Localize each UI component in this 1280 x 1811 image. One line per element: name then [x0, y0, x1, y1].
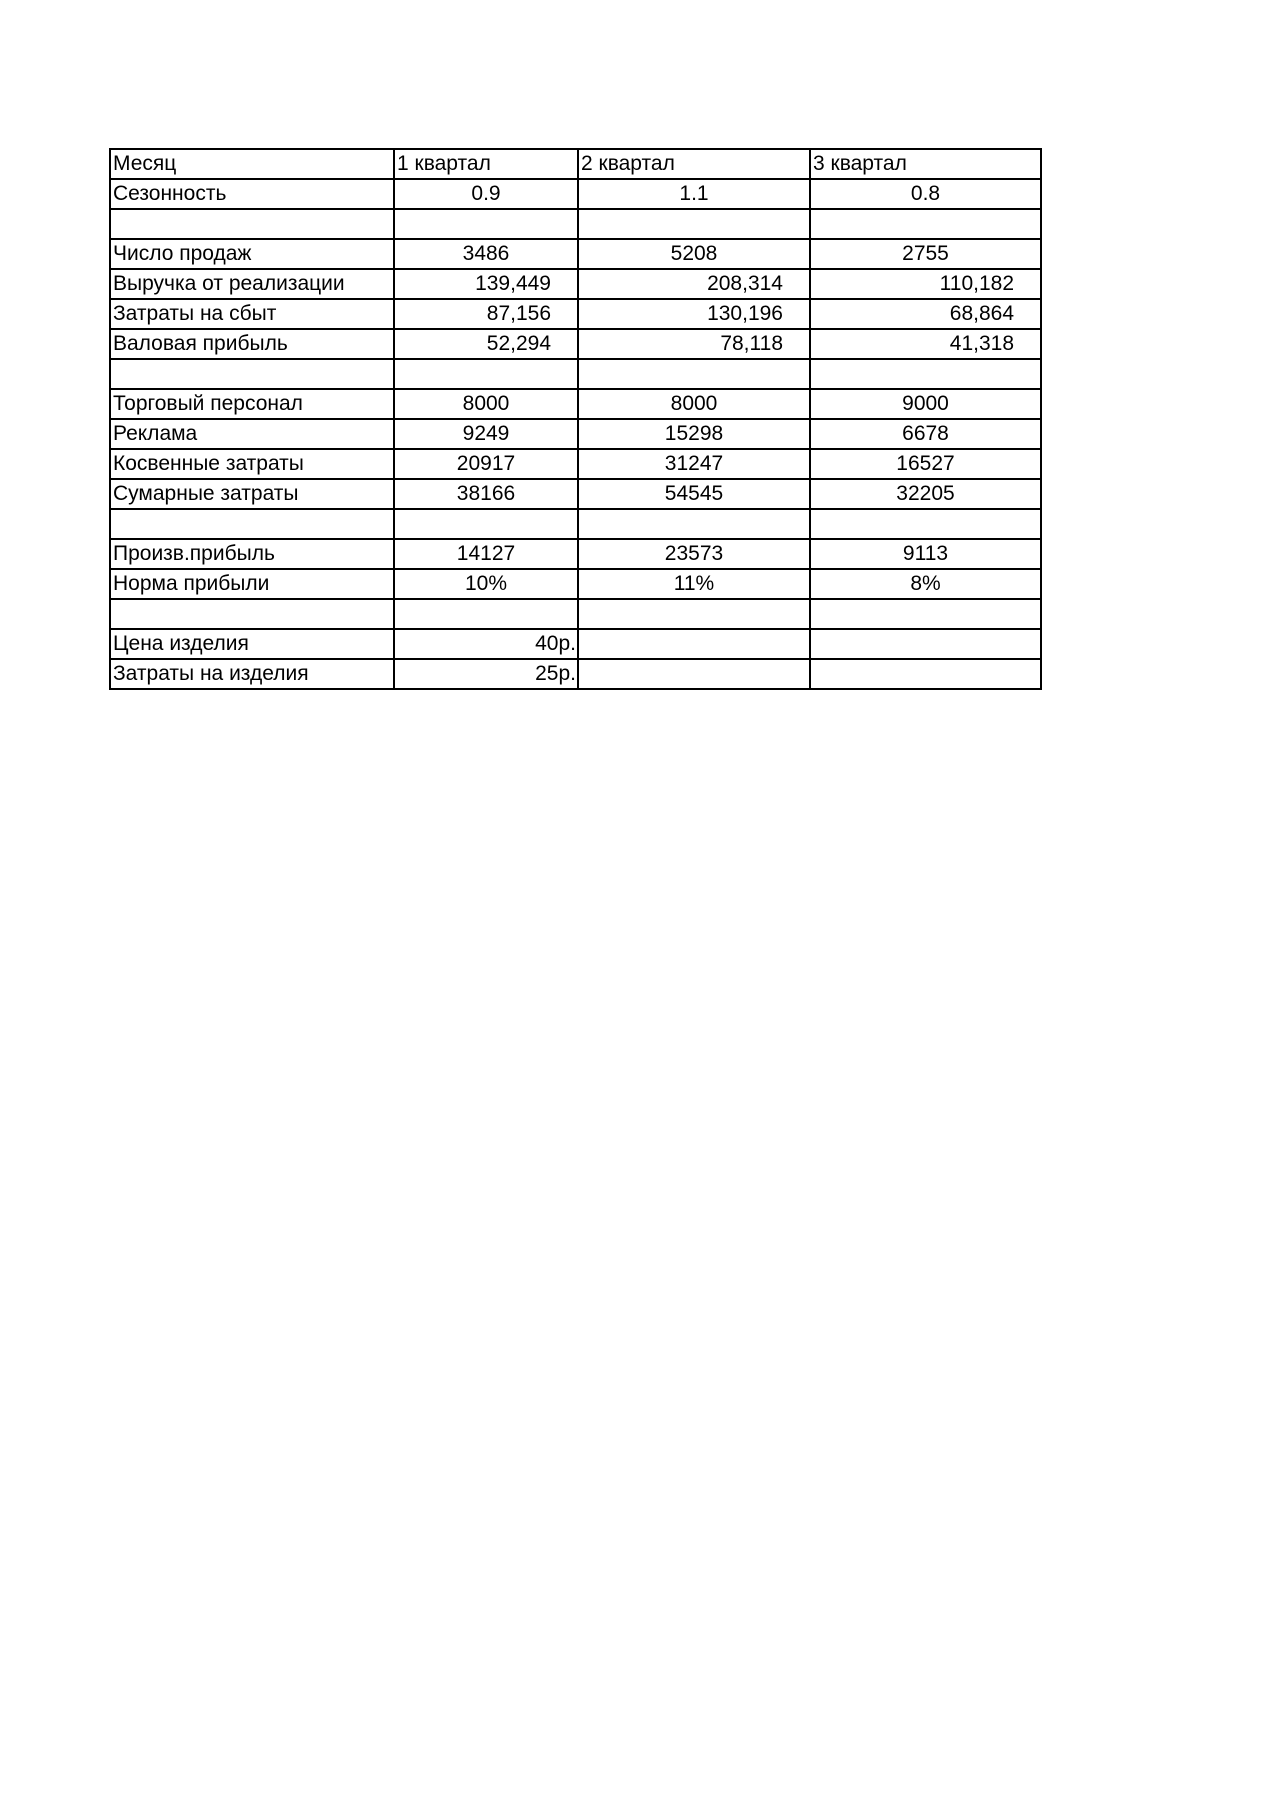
row-label-cell[interactable] [110, 599, 394, 629]
row-label-cell[interactable]: Сумарные затраты [110, 479, 394, 509]
value-cell-q2[interactable]: 23573 [578, 539, 810, 569]
value-cell-q1[interactable] [394, 359, 578, 389]
value-cell-q1[interactable] [394, 209, 578, 239]
value-cell-q3[interactable]: 68,864 [810, 299, 1041, 329]
value-cell-q3[interactable] [810, 509, 1041, 539]
value-cell-q2[interactable] [578, 359, 810, 389]
value-cell-q1[interactable]: 8000 [394, 389, 578, 419]
value-cell-q3[interactable]: 9113 [810, 539, 1041, 569]
value-cell-q2[interactable]: 8000 [578, 389, 810, 419]
value-cell-q3[interactable]: 2755 [810, 239, 1041, 269]
table-row [110, 209, 1041, 239]
header-row [110, 149, 1041, 179]
value-cell-q3[interactable] [810, 599, 1041, 629]
row-label-cell[interactable] [110, 359, 394, 389]
value-cell-q3[interactable] [810, 629, 1041, 659]
value-cell-q1[interactable]: 14127 [394, 539, 578, 569]
header-cell-month[interactable]: Месяц [110, 149, 394, 179]
value-cell-q3[interactable]: 9000 [810, 389, 1041, 419]
value-cell-q1[interactable] [394, 599, 578, 629]
value-cell-q3[interactable]: 110,182 [810, 269, 1041, 299]
value-cell-q2[interactable] [578, 209, 810, 239]
table-row [110, 239, 1041, 269]
row-label-cell[interactable]: Торговый персонал [110, 389, 394, 419]
value-cell-q3[interactable]: 0.8 [810, 179, 1041, 209]
value-cell-q1[interactable]: 9249 [394, 419, 578, 449]
value-cell-q2[interactable]: 31247 [578, 449, 810, 479]
row-label-cell[interactable]: Число продаж [110, 239, 394, 269]
header-cell-q1[interactable]: 1 квартал [394, 149, 578, 179]
value-cell-q2[interactable]: 11% [578, 569, 810, 599]
spreadsheet-table [109, 148, 1042, 690]
value-cell-q1[interactable] [394, 509, 578, 539]
row-label-cell[interactable]: Цена изделия [110, 629, 394, 659]
value-cell-q2[interactable]: 15298 [578, 419, 810, 449]
value-cell-q3[interactable]: 16527 [810, 449, 1041, 479]
table-row [110, 599, 1041, 629]
row-label-cell[interactable]: Затраты на изделия [110, 659, 394, 689]
value-cell-q2[interactable] [578, 509, 810, 539]
row-label-cell[interactable]: Валовая прибыль [110, 329, 394, 359]
row-label-cell[interactable]: Сезонность [110, 179, 394, 209]
row-label-cell[interactable]: Косвенные затраты [110, 449, 394, 479]
value-cell-q2[interactable]: 54545 [578, 479, 810, 509]
value-cell-q3[interactable] [810, 359, 1041, 389]
row-label-cell[interactable]: Произв.прибыль [110, 539, 394, 569]
table-row [110, 299, 1041, 329]
value-cell-q1[interactable]: 3486 [394, 239, 578, 269]
value-cell-q1[interactable]: 52,294 [394, 329, 578, 359]
table-row [110, 509, 1041, 539]
value-cell-q1[interactable]: 40р. [394, 629, 578, 659]
value-cell-q3[interactable]: 8% [810, 569, 1041, 599]
value-cell-q1[interactable]: 87,156 [394, 299, 578, 329]
value-cell-q1[interactable]: 10% [394, 569, 578, 599]
table-row [110, 479, 1041, 509]
value-cell-q2[interactable]: 78,118 [578, 329, 810, 359]
header-cell-q2[interactable]: 2 квартал [578, 149, 810, 179]
value-cell-q1[interactable]: 139,449 [394, 269, 578, 299]
table-row [110, 449, 1041, 479]
row-label-cell[interactable]: Норма прибыли [110, 569, 394, 599]
table-row [110, 179, 1041, 209]
value-cell-q2[interactable] [578, 599, 810, 629]
row-label-cell[interactable]: Реклама [110, 419, 394, 449]
table-row [110, 629, 1041, 659]
value-cell-q3[interactable] [810, 209, 1041, 239]
value-cell-q2[interactable]: 208,314 [578, 269, 810, 299]
value-cell-q3[interactable]: 32205 [810, 479, 1041, 509]
value-cell-q3[interactable]: 6678 [810, 419, 1041, 449]
row-label-cell[interactable]: Затраты на сбыт [110, 299, 394, 329]
value-cell-q2[interactable]: 5208 [578, 239, 810, 269]
value-cell-q3[interactable]: 41,318 [810, 329, 1041, 359]
table-row [110, 569, 1041, 599]
table-row [110, 419, 1041, 449]
value-cell-q2[interactable] [578, 659, 810, 689]
value-cell-q1[interactable]: 20917 [394, 449, 578, 479]
value-cell-q1[interactable]: 25р. [394, 659, 578, 689]
table-row [110, 329, 1041, 359]
value-cell-q2[interactable]: 130,196 [578, 299, 810, 329]
value-cell-q1[interactable]: 38166 [394, 479, 578, 509]
value-cell-q2[interactable]: 1.1 [578, 179, 810, 209]
value-cell-q2[interactable] [578, 629, 810, 659]
value-cell-q3[interactable] [810, 659, 1041, 689]
row-label-cell[interactable] [110, 209, 394, 239]
row-label-cell[interactable]: Выручка от реализации [110, 269, 394, 299]
value-cell-q1[interactable]: 0.9 [394, 179, 578, 209]
table-row [110, 269, 1041, 299]
table-row [110, 359, 1041, 389]
row-label-cell[interactable] [110, 509, 394, 539]
spreadsheet-body [110, 149, 1041, 689]
table-row [110, 659, 1041, 689]
table-row [110, 539, 1041, 569]
header-cell-q3[interactable]: 3 квартал [810, 149, 1041, 179]
table-row [110, 389, 1041, 419]
